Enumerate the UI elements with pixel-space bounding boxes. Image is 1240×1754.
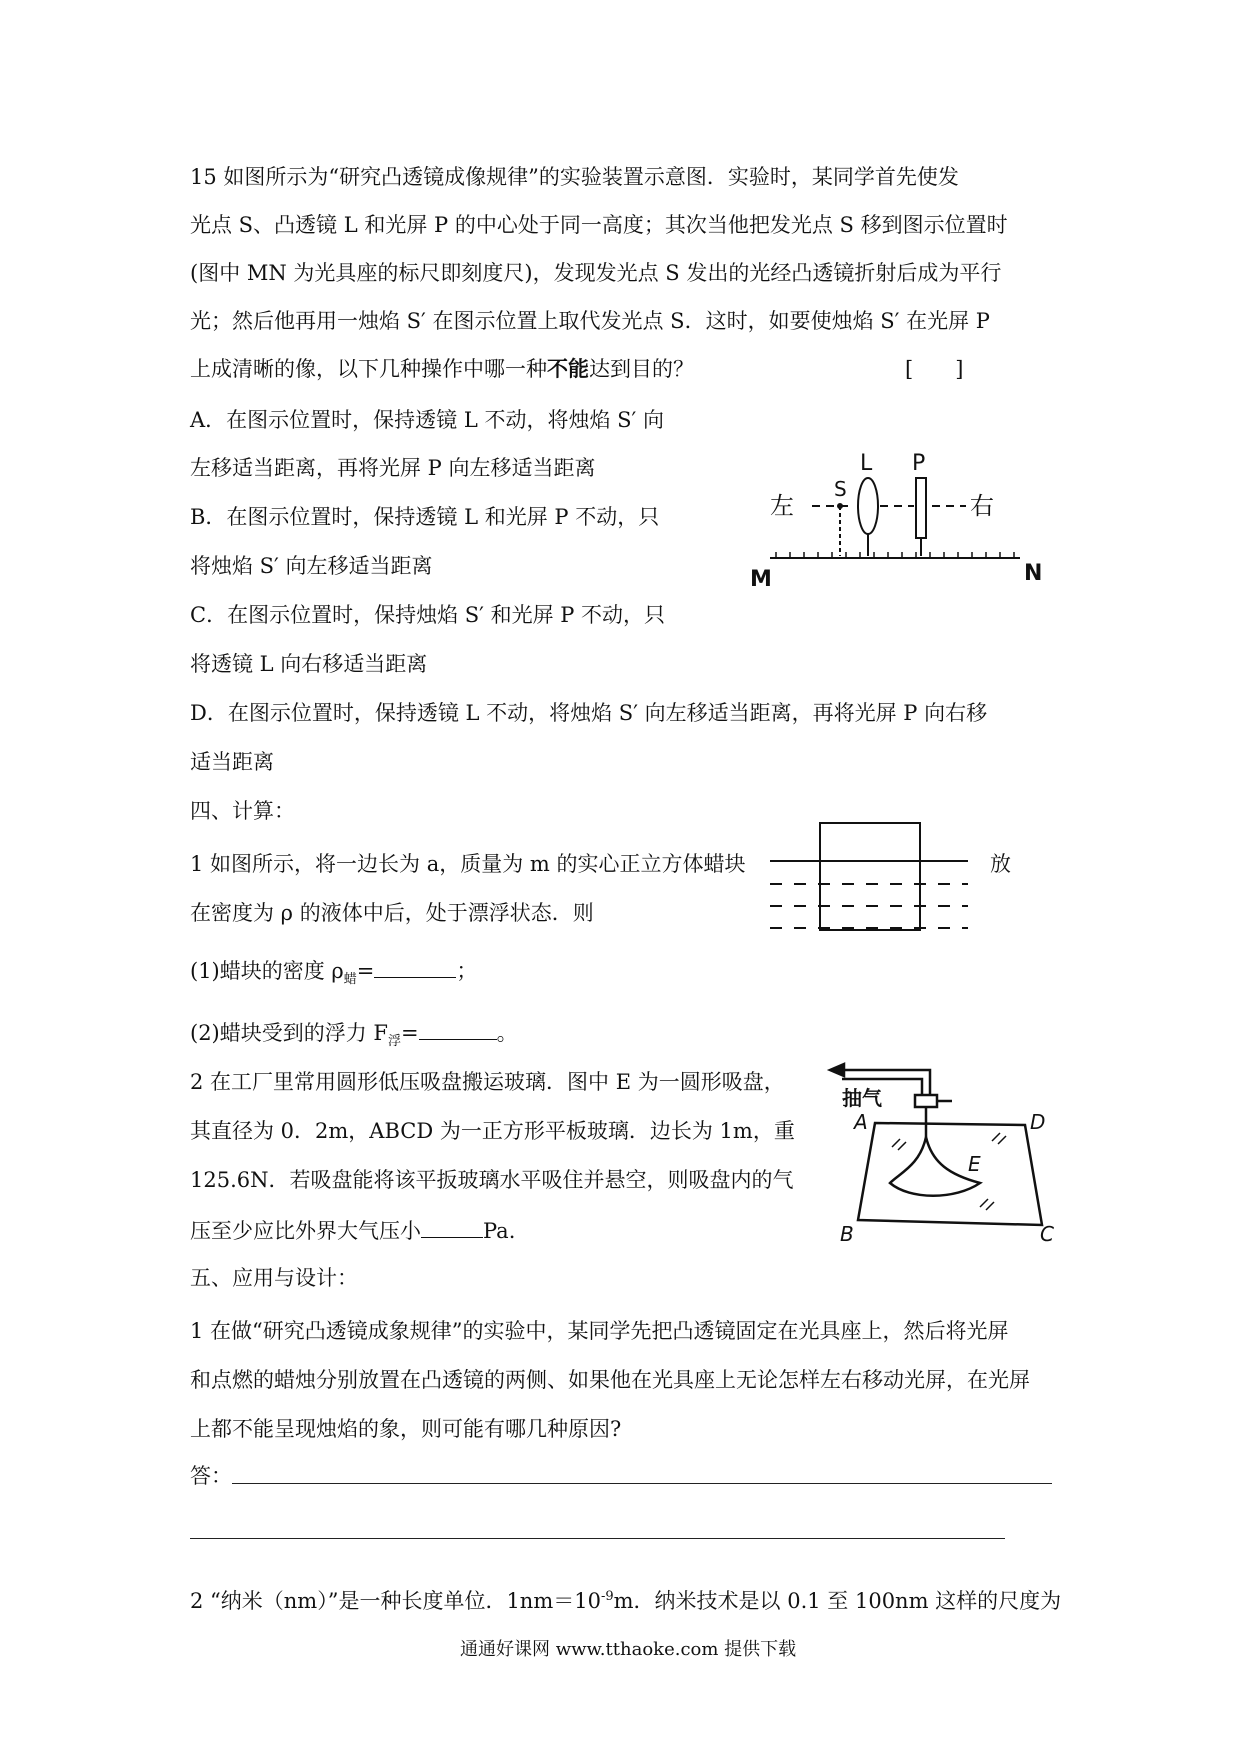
wax-subscript: 蜡 <box>343 972 357 987</box>
pump-label: 抽气 <box>842 1086 882 1110</box>
calc-q1-sub-2 <box>190 1017 518 1051</box>
floating-block-figure <box>770 820 970 935</box>
calc-q2-line-4 <box>190 1215 515 1245</box>
glass-plate <box>858 1123 1042 1225</box>
nano-text-a: 2 “纳米（nm）”是一种长度单位．1nm＝10 <box>190 1589 601 1613</box>
section-4-heading: 四、计算： <box>190 799 295 823</box>
calc-q2-line-3: 125.6N．若吸盘能将该平扳玻璃水平吸住并悬空，则吸盘内的气 <box>190 1168 794 1192</box>
answer-bracket: [ ] <box>905 357 964 381</box>
label-left: 左 <box>770 492 794 520</box>
optical-bench-figure <box>750 440 1060 600</box>
design-q1-line-3: 上都不能呈现烛焰的象，则可能有哪几种原因? <box>190 1417 622 1441</box>
buoyancy-end: 。 <box>496 1021 518 1045</box>
label-S: S <box>834 477 847 501</box>
wax-density-label: (1)蜡块的密度 ρ <box>190 959 344 983</box>
q15-line-4: 光；然后他再用一烛焰 S′ 在图示位置上取代发光点 S．这时，如要使烛焰 S′ 在光屏 P <box>190 309 990 333</box>
wax-density-end: ； <box>456 959 478 983</box>
pump-arrow-head <box>830 1064 844 1076</box>
label-N: N <box>1024 561 1043 586</box>
q15-line-5-text-a: 上成清晰的像，以下几种操作中哪一种 <box>190 357 547 381</box>
buoyancy-equals: = <box>401 1021 419 1045</box>
pressure-question-text: 压至少应比外界大气压小 <box>190 1219 421 1243</box>
section-5-heading: 五、应用与设计： <box>190 1266 358 1290</box>
label-C: C <box>1040 1222 1054 1246</box>
pressure-unit: Pa. <box>483 1219 516 1243</box>
option-a-line-1: A．在图示位置时，保持透镜 L 不动，将烛焰 S′ 向 <box>190 408 664 432</box>
pressure-blank[interactable] <box>421 1215 483 1238</box>
label-L: L <box>860 451 873 476</box>
convex-lens-shape <box>858 478 878 534</box>
option-b-line-1: B．在图示位置时，保持透镜 L 和光屏 P 不动，只 <box>190 505 660 529</box>
suction-cup-figure <box>830 1055 1065 1245</box>
label-E: E <box>968 1152 981 1176</box>
buoyancy-subscript: 浮 <box>388 1034 402 1049</box>
calc-q2-line-2: 其直径为 0．2m，ABCD 为一正方形平板玻璃．边长为 1m，重 <box>190 1119 795 1143</box>
label-D: D <box>1030 1110 1046 1134</box>
calc-q2-line-1: 2 在工厂里常用圆形低压吸盘搬运玻璃．图中 E 为一圆形吸盘， <box>190 1070 785 1094</box>
design-q1-line-1: 1 在做“研究凸透镜成象规律”的实验中，某同学先把凸透镜固定在光具座上，然后将光屏 <box>190 1319 1009 1343</box>
q15-line-5 <box>190 355 694 383</box>
option-a-line-2: 左移适当距离，再将光屏 P 向左移适当距离 <box>190 456 596 480</box>
design-q1-line-2: 和点燃的蜡烛分别放置在凸透镜的两侧、如果他在光具座上无论怎样左右移动光屏，在光屏 <box>190 1368 1030 1392</box>
light-source-point <box>837 503 843 509</box>
option-c-line-1: C．在图示位置时，保持烛焰 S′ 和光屏 P 不动，只 <box>190 603 666 627</box>
option-d-line-1: D．在图示位置时，保持透镜 L 不动，将烛焰 S′ 向左移适当距离，再将光屏 P 向右移 <box>190 701 988 725</box>
q15-line-1: 15 如图所示为“研究凸透镜成像规律”的实验装置示意图．实验时，某同学首先使发 <box>190 165 959 189</box>
nano-text-b: m．纳米技术是以 0.1 至 100nm 这样的尺度为 <box>613 1589 1062 1613</box>
calc-q1-sub-1 <box>190 955 477 989</box>
page-footer: 通通好课网 www.tthaoke.com 提供下载 <box>460 1639 797 1660</box>
label-B: B <box>840 1222 854 1246</box>
label-right: 右 <box>970 492 994 520</box>
cup-connector <box>915 1095 937 1107</box>
screen-shape <box>916 478 926 538</box>
q15-line-3: (图中 MN 为光具座的标尺即刻度尺)，发现发光点 S 发出的光经凸透镜折射后成为平行 <box>190 261 1002 285</box>
answer-line-2[interactable] <box>190 1538 1005 1539</box>
buoyancy-blank[interactable] <box>419 1017 497 1040</box>
label-P: P <box>912 451 926 476</box>
design-q2-line-1 <box>190 1583 1061 1615</box>
calc-q1-line-1: 1 如图所示，将一边长为 a，质量为 m 的实心正立方体蜡块 <box>190 852 746 876</box>
buoyancy-label: (2)蜡块受到的浮力 F <box>190 1021 388 1045</box>
q15-line-5-text-b: 达到目的？ <box>589 357 694 381</box>
nano-exponent: -9 <box>600 1589 614 1604</box>
wax-density-blank[interactable] <box>374 955 456 978</box>
answer-line-1[interactable] <box>232 1483 1052 1484</box>
option-b-line-2: 将烛焰 S′ 向左移适当距离 <box>190 554 433 578</box>
suction-cup-body <box>890 1137 980 1196</box>
wax-block <box>820 823 920 930</box>
option-c-line-2: 将透镜 L 向右移适当距离 <box>190 652 428 676</box>
calc-q1-fang: 放 <box>990 852 1011 876</box>
q15-line-2: 光点 S、凸透镜 L 和光屏 P 的中心处于同一高度；其次当他把发光点 S 移到图示位置时 <box>190 213 1008 237</box>
answer-label: 答： <box>190 1464 232 1488</box>
label-A: A <box>854 1110 868 1134</box>
q15-emphasis-cannot: 不能 <box>547 356 589 381</box>
calc-q1-line-2: 在密度为 ρ 的液体中后，处于漂浮状态．则 <box>190 901 594 925</box>
wax-density-equals: = <box>356 959 375 983</box>
option-d-line-2: 适当距离 <box>190 750 274 774</box>
label-M: M <box>750 567 772 592</box>
